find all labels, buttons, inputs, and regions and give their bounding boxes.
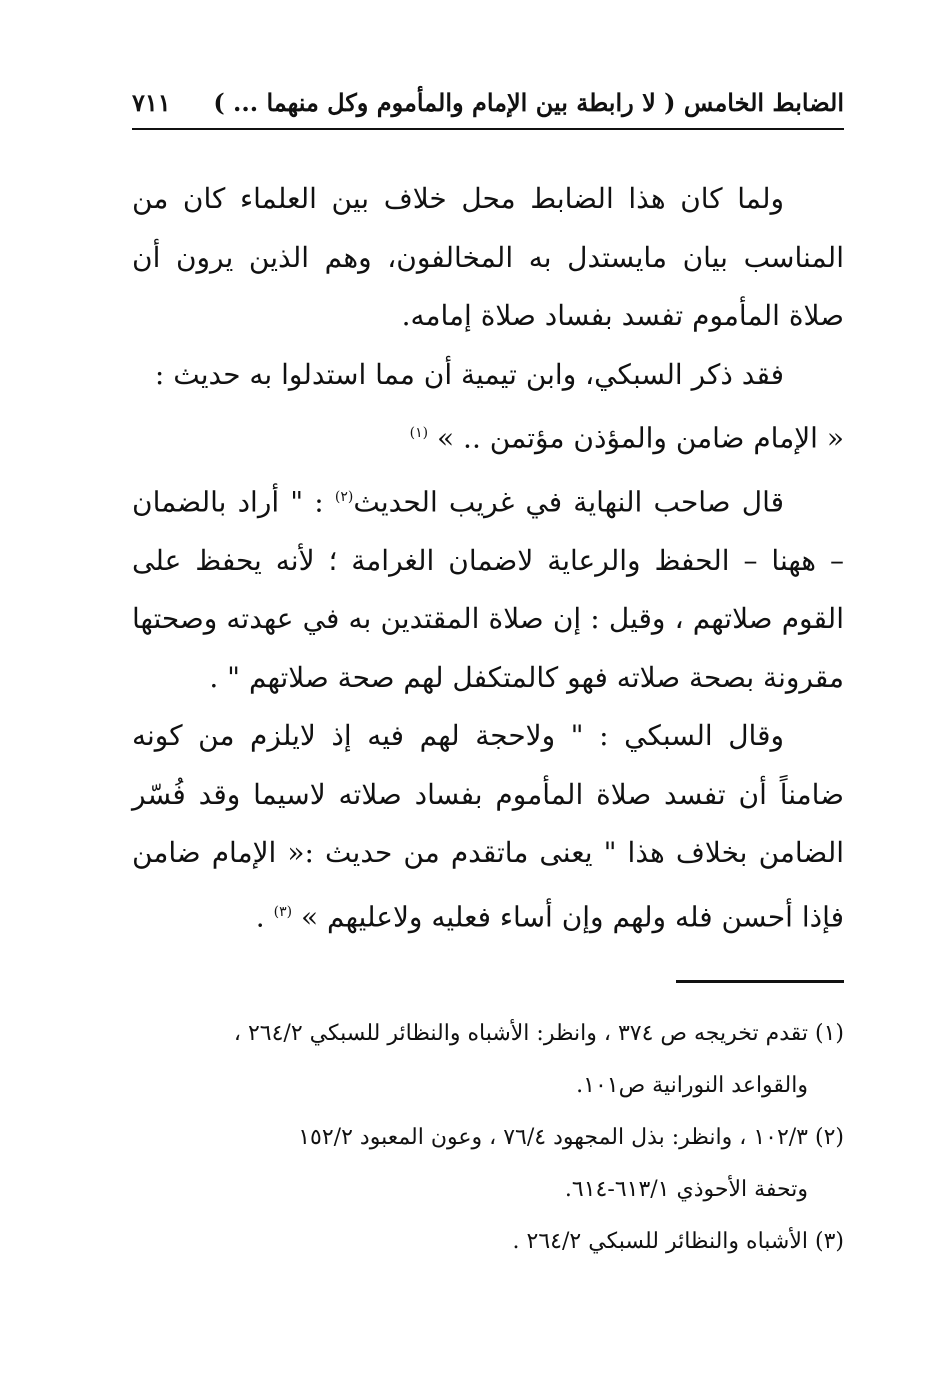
hadith-text: « الإمام ضامن والمؤذن مؤتمن .. » bbox=[437, 421, 844, 455]
paragraph-4-end: . bbox=[255, 899, 274, 933]
paragraph-4-text: وقال السبكي : " ولاحجة لهم فيه إذ لايلزم من كونه ضامناً أن تفسد صلاة المأموم بفساد صلاته لاسيما وقد فُسّر الضامن بخلاف هذا " يعنى ماتقدم من حديث :« الإمام ضامن فإذا أحسن فله ولهم وإن أساء فعليه ولاعليهم » bbox=[132, 719, 844, 933]
footnote-1-continued: والقواعد النورانية ص١٠١. bbox=[576, 1073, 808, 1098]
header-rule bbox=[132, 128, 844, 130]
running-title: الضابط الخامس ( لا رابطة بين الإمام والمأموم وكل منهما ... ) bbox=[213, 87, 844, 117]
page-header bbox=[132, 80, 844, 124]
footnote-3: (٣) الأشباه والنظائر للسبكي ٢٦٤/٢ . bbox=[512, 1229, 844, 1254]
footnote-2-continued: وتحفة الأحوذي ٦١٣/١-٦١٤. bbox=[564, 1177, 808, 1202]
footnote-ref-3[interactable]: (٣) bbox=[273, 903, 293, 920]
footnote-ref-2[interactable]: (٢) bbox=[334, 488, 354, 505]
paragraph-4 bbox=[132, 707, 844, 946]
footnote-1: (١) تقدم تخريجه ص ٣٧٤ ، وانظر: الأشباه والنظائر للسبكي ٢٦٤/٢ ، bbox=[233, 1021, 844, 1046]
footnote-2: (٢) ١٠٢/٣ ، وانظر: بذل المجهود ٧٦/٤ ، وعون المعبود ١٥٢/٢ bbox=[298, 1125, 844, 1150]
footnote-separator bbox=[676, 980, 844, 983]
footnote-ref-1[interactable]: (١) bbox=[409, 425, 429, 441]
hadith-quote bbox=[132, 404, 844, 468]
paragraph-1: ولما كان هذا الضابط محل خلاف بين العلماء كان من المناسب بيان مايستدل به المخالفون، وهم الذين يرون أن صلاة المأموم تفسد بفساد صلاة إمامه. bbox=[132, 182, 844, 332]
paragraph-2: فقد ذكر السبكي، وابن تيمية أن مما استدلوا به حديث : bbox=[154, 357, 784, 391]
paragraph-3-quote: : " أراد بالضمان – ههنا – الحفظ والرعاية لاضمان الغرامة ؛ لأنه يحفظ على القوم صلاتهم ، وقيل : إن صلاة المقتدين به في عهدته وصحتها مقرونة بصحة صلاته فهو كالمتكفل لهم صحة صلاتهم " . bbox=[132, 485, 844, 694]
paragraph-3-intro: قال صاحب النهاية في غريب الحديث bbox=[353, 485, 784, 519]
page-number: ٧١١ bbox=[132, 87, 171, 117]
main-text bbox=[132, 170, 844, 946]
footnotes bbox=[132, 1008, 844, 1268]
paragraph-3 bbox=[132, 468, 844, 707]
